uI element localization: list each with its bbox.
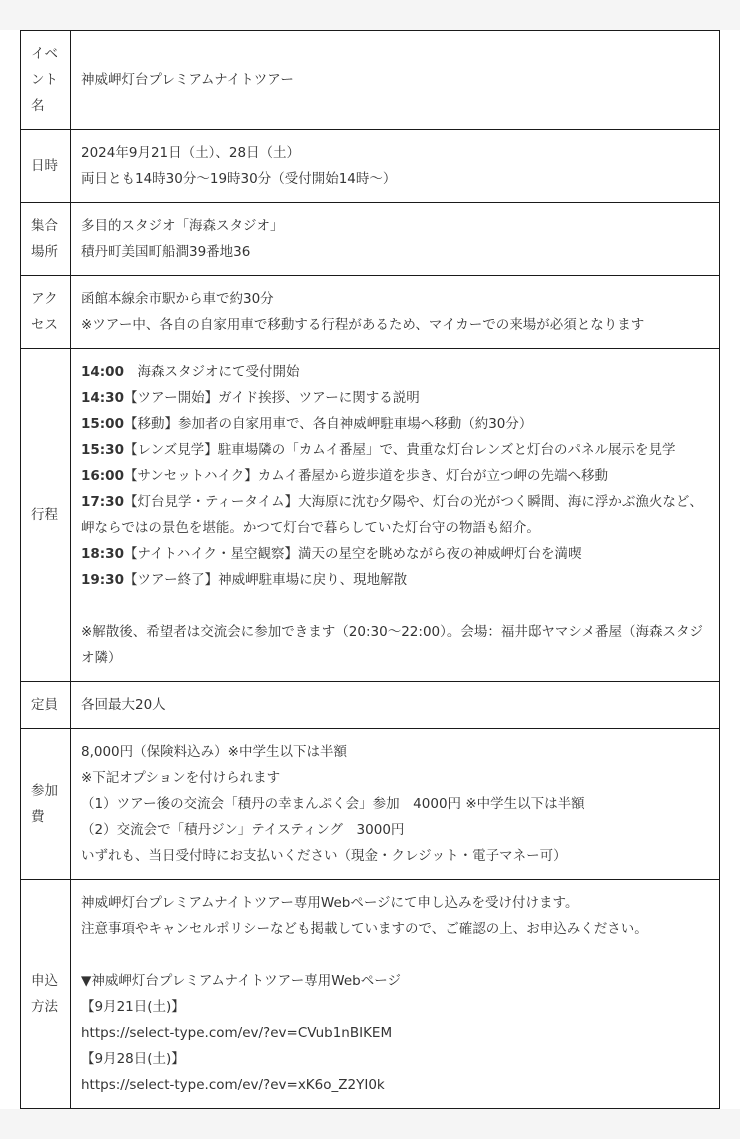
document-sheet bbox=[0, 30, 740, 1109]
spacer bbox=[81, 593, 709, 619]
event-info-table bbox=[20, 30, 720, 1109]
value-meeting-place bbox=[71, 203, 720, 276]
schedule-time: 17:30 bbox=[81, 494, 124, 510]
row-access bbox=[21, 276, 720, 349]
schedule-item bbox=[81, 411, 709, 437]
row-fee bbox=[21, 729, 720, 880]
schedule-text: 【サンセットハイク】カムイ番屋から遊歩道を歩き、灯台が立つ岬の先端へ移動 bbox=[123, 468, 608, 484]
date-label-sep21: 【9月21日(土)】 bbox=[81, 999, 185, 1015]
schedule-item bbox=[81, 489, 709, 541]
spacer bbox=[81, 942, 709, 968]
schedule-item bbox=[81, 567, 709, 593]
date-label-sep28: 【9月28日(土)】 bbox=[81, 1051, 185, 1067]
schedule-note: ※解散後、希望者は交流会に参加できます（20:30〜22:00）。会場：福井邸ヤマシメ番屋（海森スタジオ隣） bbox=[81, 624, 703, 666]
schedule-time: 18:30 bbox=[81, 546, 124, 562]
schedule-time: 16:00 bbox=[81, 468, 124, 484]
time-line: 両日とも14時30分〜19時30分（受付開始14時〜） bbox=[81, 171, 397, 187]
fee-line: （2）交流会で「積丹ジン」テイスティング 3000円 bbox=[81, 822, 405, 838]
label-access: アクセス bbox=[21, 276, 71, 349]
schedule-time: 14:30 bbox=[81, 390, 124, 406]
row-meeting-place bbox=[21, 203, 720, 276]
value-application bbox=[71, 880, 720, 1109]
schedule-time: 15:00 bbox=[81, 416, 124, 432]
label-event-name: イベント名 bbox=[21, 31, 71, 130]
schedule-item bbox=[81, 437, 709, 463]
access-route: 函館本線余市駅から車で約30分 bbox=[81, 291, 274, 307]
value-access bbox=[71, 276, 720, 349]
value-capacity bbox=[71, 682, 720, 729]
application-text: 神威岬灯台プレミアムナイトツアー専用Webページにて申し込みを受け付けます。 bbox=[81, 895, 579, 911]
date-line: 2024年9月21日（土）、28日（土） bbox=[81, 145, 301, 161]
schedule-item bbox=[81, 541, 709, 567]
label-meeting-place: 集合場所 bbox=[21, 203, 71, 276]
label-date: 日時 bbox=[21, 130, 71, 203]
value-fee bbox=[71, 729, 720, 880]
url-sep21[interactable]: https://select-type.com/ev/?ev=CVub1nBIKEM bbox=[81, 1025, 393, 1041]
row-schedule bbox=[21, 349, 720, 682]
row-capacity bbox=[21, 682, 720, 729]
schedule-text: 【ナイトハイク・星空観察】満天の星空を眺めながら夜の神威岬灯台を満喫 bbox=[123, 546, 582, 562]
schedule-text: 【ツアー開始】ガイド挨拶、ツアーに関する説明 bbox=[123, 390, 420, 406]
schedule-time: 14:00 bbox=[81, 364, 124, 380]
schedule-text: 【灯台見学・ティータイム】大海原に沈む夕陽や、灯台の光がつく瞬間、海に浮かぶ漁火など、岬ならではの景色を堪能。かつて灯台で暮らしていた灯台守の物語も紹介。 bbox=[81, 494, 703, 536]
schedule-text: 海森スタジオにて受付開始 bbox=[123, 364, 300, 380]
web-page-heading: ▼神威岬灯台プレミアムナイトツアー専用Webページ bbox=[81, 973, 401, 989]
url-sep28[interactable]: https://select-type.com/ev/?ev=xK6o_Z2YI0k bbox=[81, 1077, 385, 1093]
row-application bbox=[21, 880, 720, 1109]
fee-line: 8,000円（保険料込み）※中学生以下は半額 bbox=[81, 744, 347, 760]
row-event-name bbox=[21, 31, 720, 130]
event-name-text: 神威岬灯台プレミアムナイトツアー bbox=[81, 72, 294, 88]
fee-line: （1）ツアー後の交流会「積丹の幸まんぷく会」参加 4000円 ※中学生以下は半額 bbox=[81, 796, 585, 812]
schedule-item bbox=[81, 385, 709, 411]
fee-line: いずれも、当日受付時にお支払いください（現金・クレジット・電子マネー可） bbox=[81, 848, 567, 864]
value-event-name bbox=[71, 31, 720, 130]
schedule-time: 19:30 bbox=[81, 572, 124, 588]
label-fee: 参加費 bbox=[21, 729, 71, 880]
access-note: ※ツアー中、各自の自家用車で移動する行程があるため、マイカーでの来場が必須となります bbox=[81, 317, 645, 333]
schedule-text: 【移動】参加者の自家用車で、各自神威岬駐車場へ移動（約30分） bbox=[123, 416, 533, 432]
venue-address: 積丹町美国町船澗39番地36 bbox=[81, 244, 251, 260]
row-date bbox=[21, 130, 720, 203]
schedule-time: 15:30 bbox=[81, 442, 124, 458]
capacity-text: 各回最大20人 bbox=[81, 697, 166, 713]
venue-name: 多目的スタジオ「海森スタジオ」 bbox=[81, 218, 284, 234]
label-schedule: 行程 bbox=[21, 349, 71, 682]
label-application: 申込方法 bbox=[21, 880, 71, 1109]
schedule-text: 【ツアー終了】神威岬駐車場に戻り、現地解散 bbox=[123, 572, 408, 588]
schedule-item bbox=[81, 463, 709, 489]
value-schedule bbox=[71, 349, 720, 682]
schedule-item bbox=[81, 359, 709, 385]
fee-line: ※下記オプションを付けられます bbox=[81, 770, 281, 786]
application-text: 注意事項やキャンセルポリシーなども掲載していますので、ご確認の上、お申込みください。 bbox=[81, 921, 648, 937]
label-capacity: 定員 bbox=[21, 682, 71, 729]
schedule-text: 【レンズ見学】駐車場隣の「カムイ番屋」で、貴重な灯台レンズと灯台のパネル展示を見学 bbox=[123, 442, 676, 458]
value-date bbox=[71, 130, 720, 203]
